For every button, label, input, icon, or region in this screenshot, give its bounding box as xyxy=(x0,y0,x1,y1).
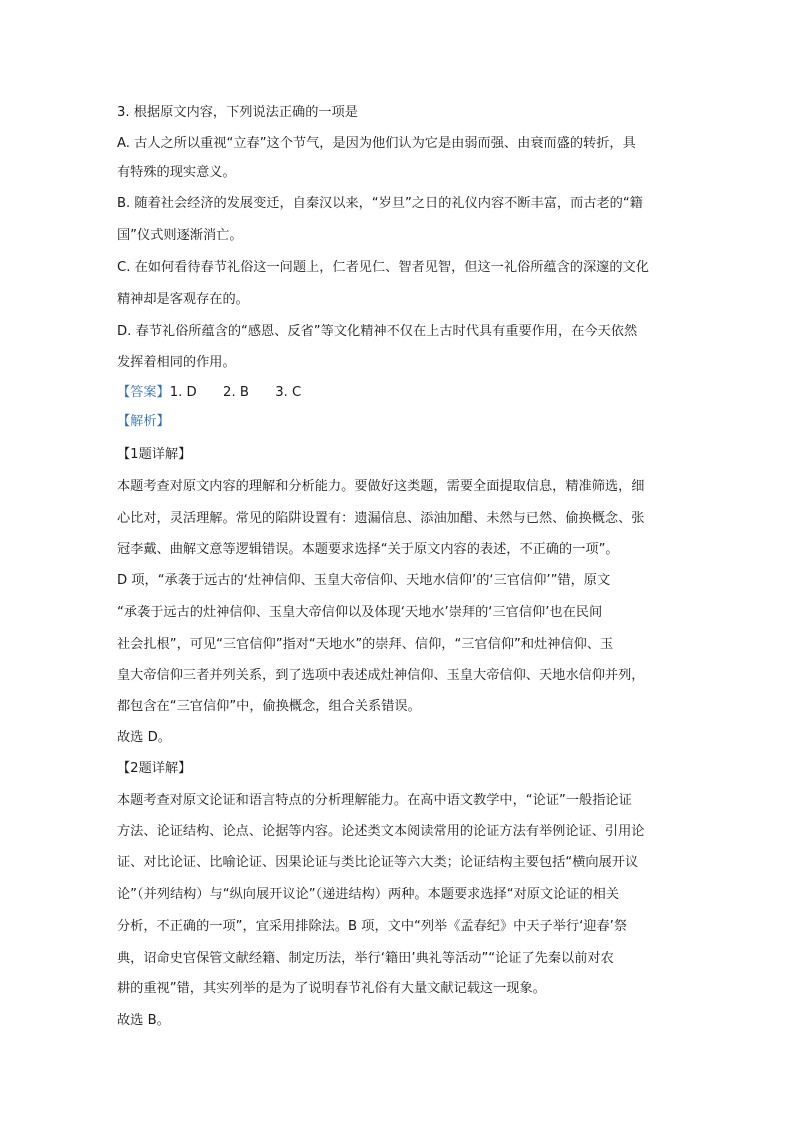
detail1-line: 皇大帝信仰三者并列关系，到了选项中表述成灶神信仰、玉皇大帝信仰、天地水信仰并列， xyxy=(117,668,645,683)
detail1-line: D 项，“承袭于远古的‘灶神信仰、玉皇大帝信仰、天地水信仰’的‘三官信仰’”错，原文 xyxy=(117,573,611,588)
detail1-heading: 【1题详解】 xyxy=(117,447,192,462)
detail2-line: 分析，不正确的一项”，宜采用排除法。B 项，文中“列举《孟春纪》中天子举行‘迎春’祭 xyxy=(117,919,628,934)
option-b-line-2: 国”仪式则逐渐消亡。 xyxy=(117,228,243,243)
option-a-line-1: A. 古人之所以重视“立春”这个节气，是因为他们认为它是由弱而强、由衰而盛的转折，具 xyxy=(117,136,636,151)
detail1-line: 心比对，灵活理解。常见的陷阱设置有：遗漏信息、添油加醋、未然与已然、偷换概念、张 xyxy=(117,511,645,526)
answer-line xyxy=(117,384,687,402)
detail2-line: 本题考查对原文论证和语言特点的分析理解能力。在高中语文教学中，“论证”一般指论证 xyxy=(117,793,632,808)
detail2-heading: 【2题详解】 xyxy=(117,761,192,776)
detail2-conclusion: 故选 B。 xyxy=(117,1013,170,1028)
detail2-line: 证、对比论证、比喻论证、因果论证与类比论证等六大类；论证结构主要包括“横向展开议 xyxy=(117,855,639,870)
detail2-line: 论”（并列结构）与“纵向展开议论”（递进结构）两种。本题要求选择“对原文论证的相关 xyxy=(117,887,620,902)
detail1-conclusion: 故选 D。 xyxy=(117,730,171,745)
detail1-line: 都包含在“三官信仰”中，偷换概念，组合关系错误。 xyxy=(117,699,421,714)
detail2-line: 方法、论证结构、论点、论据等内容。论述类文本阅读常用的论证方法有举例论证、引用论 xyxy=(117,824,645,839)
option-c-line-2: 精神却是客观存在的。 xyxy=(117,292,249,307)
question-stem: 3. 根据原文内容，下列说法正确的一项是 xyxy=(117,105,358,120)
option-b-line-1: B. 随着社会经济的发展变迁，自秦汉以来，“岁旦”之日的礼仪内容不断丰富，而古老的“籍 xyxy=(117,196,643,211)
analysis-label: 【解析】 xyxy=(117,414,170,429)
detail2-line: 耕的重视”错，其实列举的是为了说明春节礼俗有大量文献记载这一现象。 xyxy=(117,981,546,996)
answer-text: 1. D 2. B 3. C xyxy=(169,385,302,400)
detail1-line: 冠李戴、曲解文意等逻辑错误。本题要求选择“关于原文内容的表述，不正确的一项”。 xyxy=(117,542,619,557)
answer-label: 【答案】 xyxy=(117,385,170,400)
detail1-line: 社会扎根”，可见“三官信仰”指对“天地水”的崇拜、信仰，“三官信仰”和灶神信仰、玉 xyxy=(117,637,614,652)
detail1-line: “承袭于远古的灶神信仰、玉皇大帝信仰以及体现‘天地水’崇拜的‘三官信仰’也在民间 xyxy=(117,605,603,620)
option-c-line-1: C. 在如何看待春节礼俗这一问题上，仁者见仁、智者见智，但这一礼俗所蕴含的深邃的文化 xyxy=(117,260,649,275)
detail2-line: 典，诏命史官保管文献经籍、制定历法，举行‘籍田’典礼等活动”“论证了先秦以前对农 xyxy=(117,951,614,966)
option-d-line-2: 发挥着相同的作用。 xyxy=(117,355,236,370)
detail1-line: 本题考查对原文内容的理解和分析能力。要做好这类题，需要全面提取信息，精准筛选，细 xyxy=(117,479,645,494)
option-d-line-1: D. 春节礼俗所蕴含的“感恩、反省”等文化精神不仅在上古时代具有重要作用，在今天依然 xyxy=(117,324,638,339)
option-a-line-2: 有特殊的现实意义。 xyxy=(117,165,236,180)
